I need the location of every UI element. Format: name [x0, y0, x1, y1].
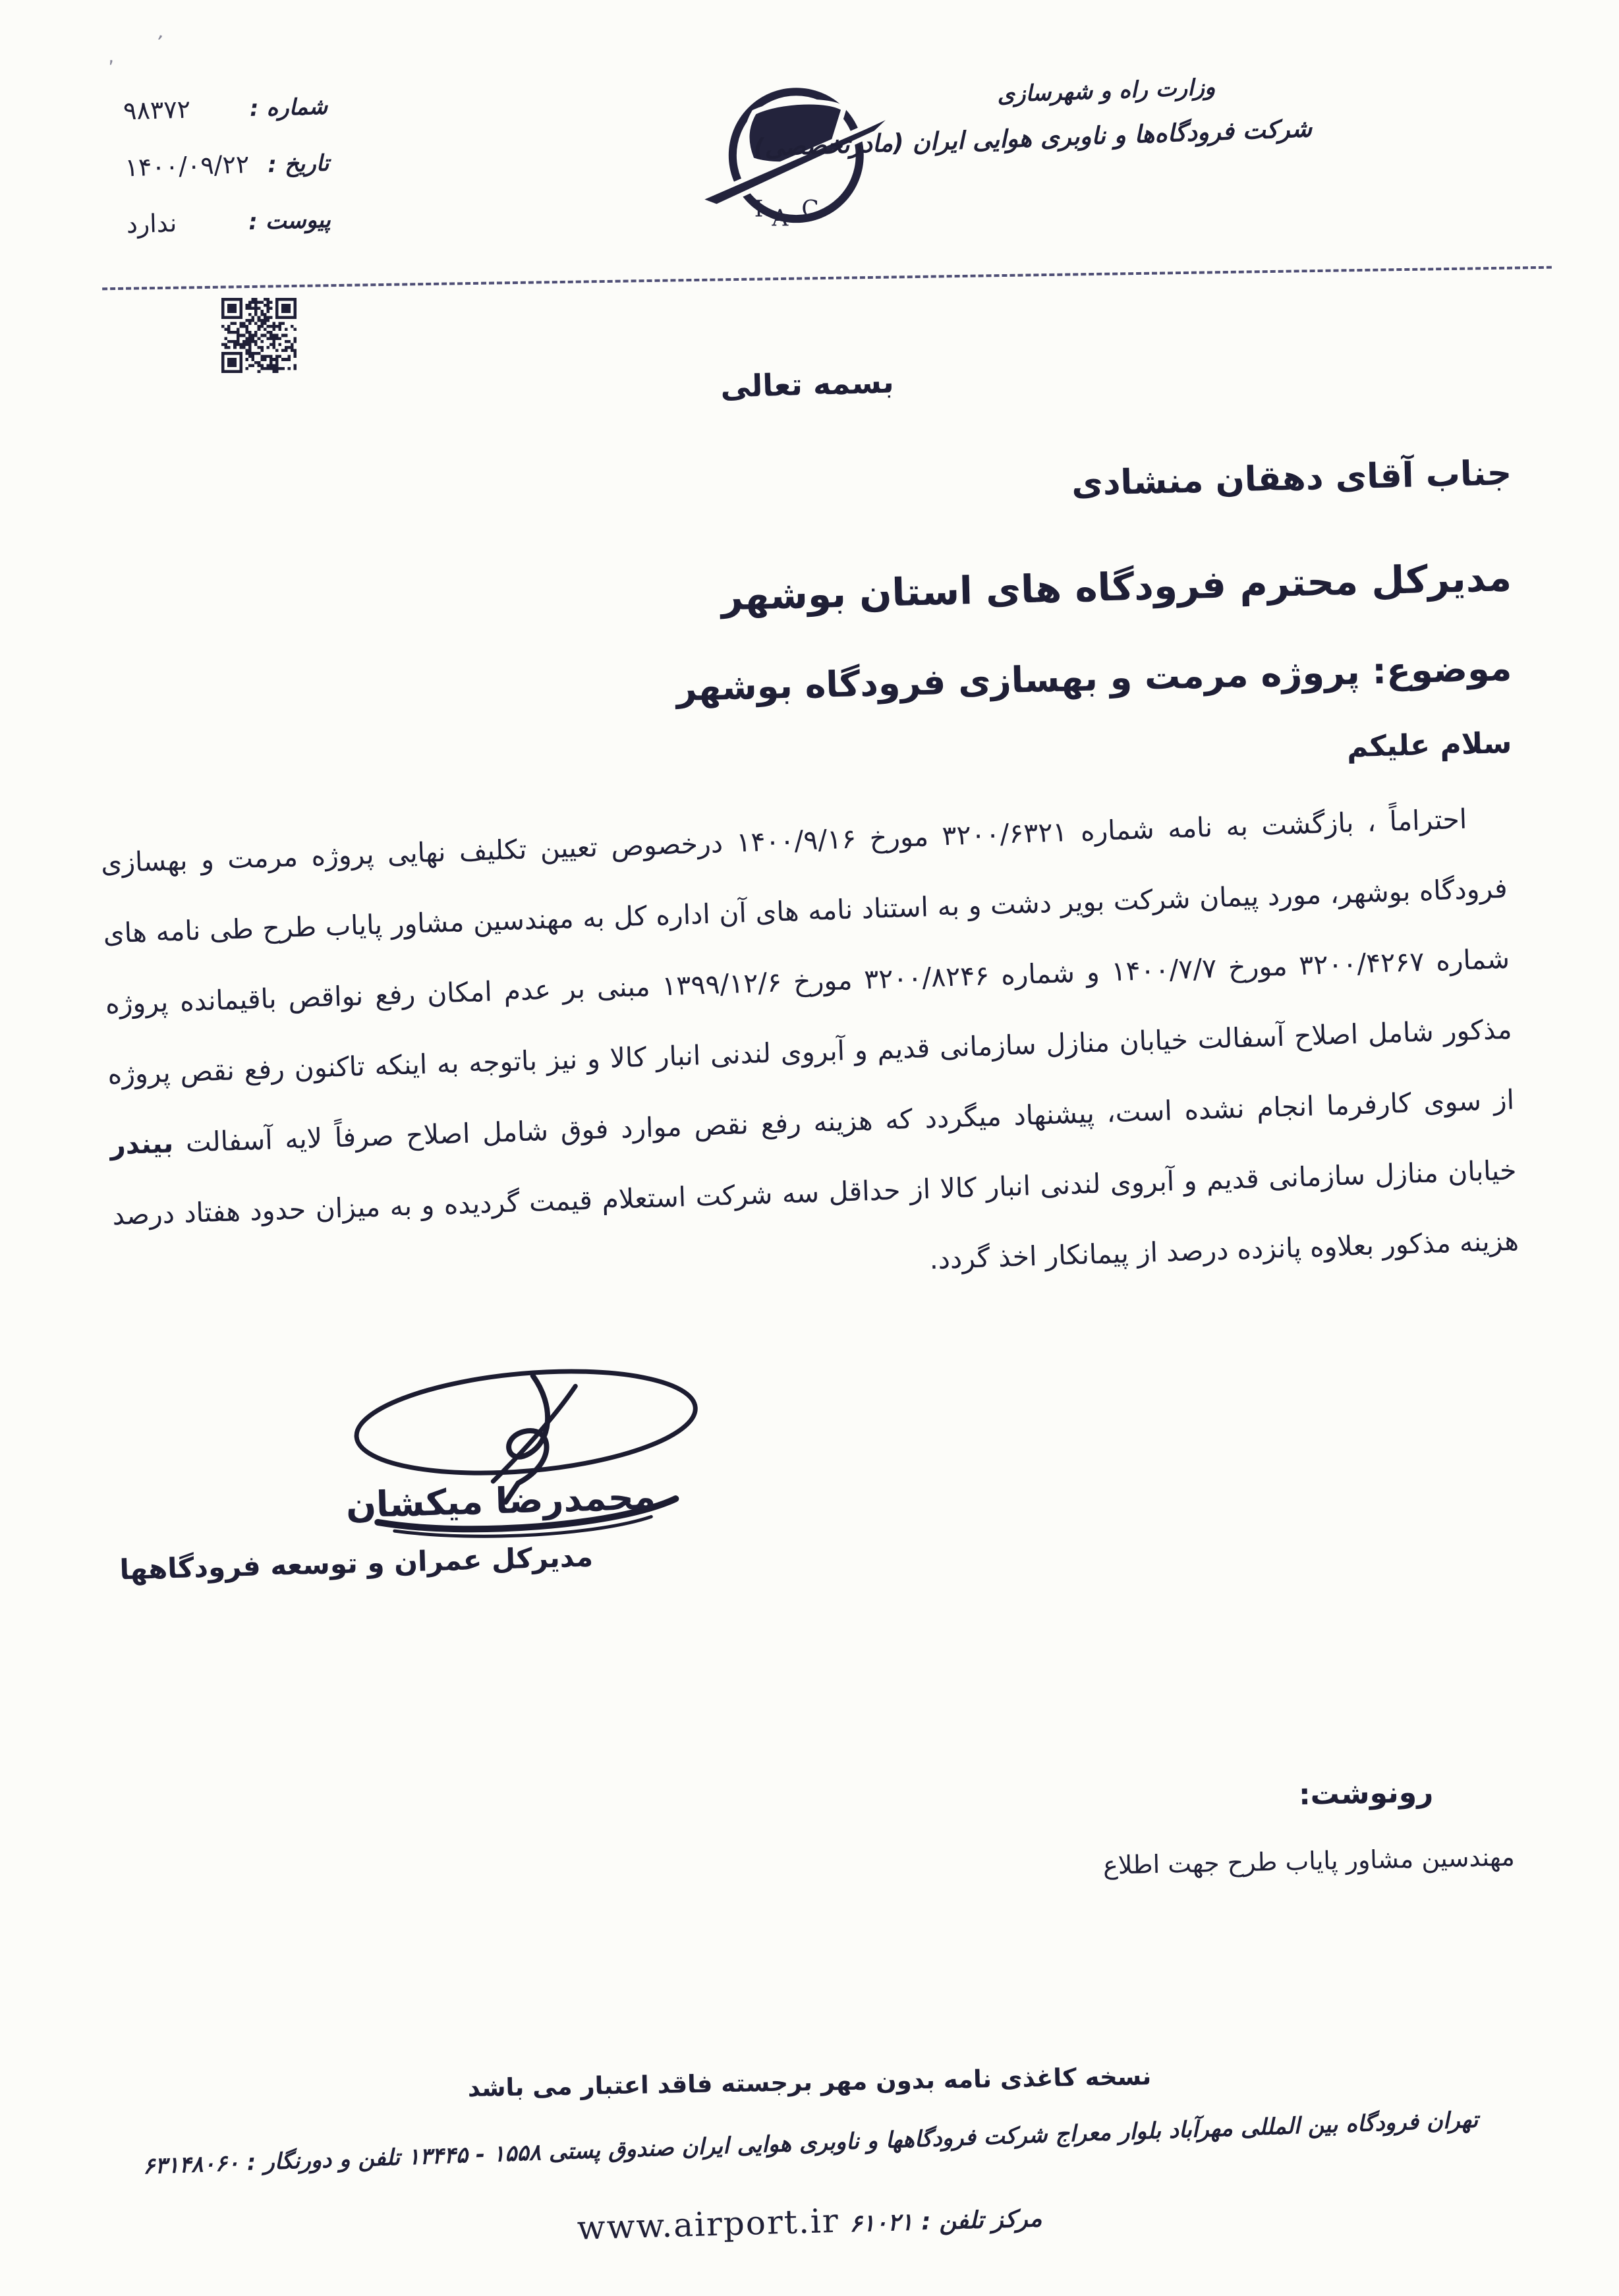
meta-row-date — [125, 148, 329, 183]
ministry-name: وزارت راه و شهرسازی — [996, 74, 1216, 108]
letterhead — [753, 71, 1313, 162]
number-label: شماره : — [249, 93, 328, 123]
letter-meta-block — [123, 91, 331, 267]
body-line-bold: بیندر — [109, 1127, 174, 1161]
recipient-name: جناب آقای دهقان منشادی — [1071, 453, 1512, 504]
cc-item: مهندسین مشاور پایاب طرح جهت اطلاع — [1102, 1842, 1516, 1880]
logo-letter-a: A — [772, 205, 789, 232]
letter-body — [99, 783, 1520, 1321]
body-line-text: فرودگاه بوشهر، مورد پیمان شرکت بویر دشت و به استناد نامه های آن اداره کل به مهندسین مشاور پایاب طرح طی نامه های — [102, 872, 1508, 950]
body-line-text: خیابان منازل سازمانی قدیم و آبروی لندنی انبار کالا از حداقل سه شرکت استعلام قیمت گردیده و به میزان حدود هفتاد درصد — [111, 1154, 1518, 1232]
attachment-value: ندارد — [126, 208, 177, 239]
header-divider — [102, 266, 1552, 291]
qr-code — [221, 298, 297, 373]
meta-row-number — [123, 91, 327, 126]
company-name: شرکت فرودگاه‌ها و ناوبری هوایی ایران (مادرتخصصی) — [753, 114, 1313, 162]
footer-address: تهران فرودگاه بین المللی مهرآباد بلوار معراج شرکت فرودگاهها و ناوبری هوایی ایران صندوق پستی ۱۵۵۸ - ۱۳۴۴۵ تلفن و دورنگار : ۶۳۱۴۸۰۶۰ — [142, 2106, 1479, 2180]
scan-artifact: ٬ — [107, 56, 117, 80]
signer-title: مدیرکل عمران و توسعه فرودگاهها — [119, 1540, 594, 1586]
number-value: ۹۸۳۷۲ — [123, 94, 191, 126]
logo-letter-i: I — [754, 196, 764, 223]
body-line-text: مذکور شامل اصلاح آسفالت خیابان منازل سازمانی قدیم و آبروی لندنی انبار کالا و نیز باتوجه به اینکه تاکنون رفع نقص پروژه — [107, 1013, 1513, 1091]
scan-artifact: ٬ — [152, 31, 165, 55]
cc-label: رونوشت: — [1298, 1775, 1434, 1812]
footer-contact-line — [0, 2180, 1619, 2264]
body-line-text: از سوی کارفرما انجام نشده است، پیشنهاد میگردد که هزینه رفع نقص موارد فوق شامل اصلاح صرفاً لایه آسفالت — [173, 1083, 1515, 1159]
besmeleh: بسمه تعالی — [720, 364, 895, 405]
phone-center: مرکز تلفن : ۶۱۰۲۱ — [849, 2205, 1042, 2238]
meta-row-attachment — [126, 204, 331, 239]
body-line-text: احتراماً ، بازگشت به نامه شماره ۳۲۰۰/۶۳۲۱ مورخ ۱۴۰۰/۹/۱۶ درخصوص تعیین تکلیف نهایی پروژه مرمت و بهسازی — [100, 803, 1467, 879]
subject-line: موضوع: پروژه مرمت و بهسازی فرودگاه بوشهر — [675, 647, 1512, 709]
signer-name: محمدرضا میکشان — [345, 1476, 656, 1526]
website-url: www.airport.ir — [577, 2201, 840, 2247]
iac-logo-icon — [695, 63, 899, 261]
salutation: سلام علیکم — [1346, 726, 1512, 764]
logo-letter-c: C — [801, 196, 819, 223]
attachment-label: پیوست : — [248, 206, 331, 236]
body-line-text: هزینه مذکور بعلاوه پانزده درصد از پیمانکار اخذ گردد. — [928, 1224, 1520, 1276]
recipient-title: مدیرکل محترم فرودگاه های استان بوشهر — [720, 555, 1512, 619]
date-value: ۱۴۰۰/۰۹/۲۲ — [124, 150, 250, 183]
date-label: تاریخ : — [267, 150, 329, 179]
body-line-text: شماره ۳۲۰۰/۴۲۶۷ مورخ ۱۴۰۰/۷/۷ و شماره ۳۲۰۰/۸۲۴۶ مورخ ۱۳۹۹/۱۲/۶ مبنی بر عدم امکان رفع نواقص باقیمانده پروژه — [105, 942, 1510, 1020]
validity-note: نسخه کاغذی نامه بدون مهر برجسته فاقد اعتبار می باشد — [467, 2061, 1152, 2103]
